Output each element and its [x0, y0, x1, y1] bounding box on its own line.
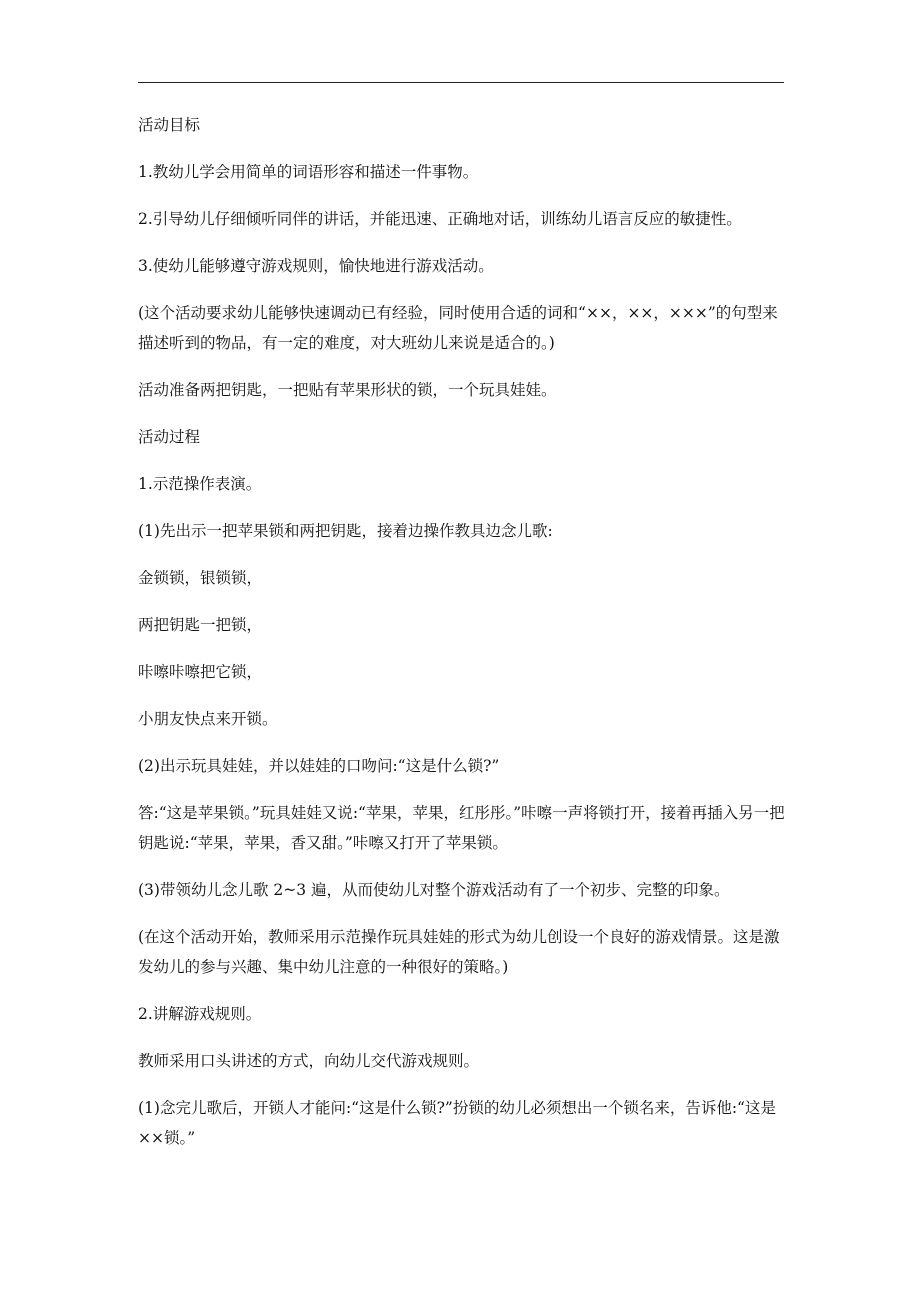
step-1-sub-2: (2)出示玩具娃娃，并以娃娃的口吻问:“这是什么锁?”: [138, 757, 500, 775]
header-rule: [138, 82, 784, 83]
rhyme-line-3: 咔嚓咔嚓把它锁，: [138, 663, 263, 681]
goal-item-2: 2.引导幼儿仔细倾听同伴的讲话，并能迅速、正确地对话，训练幼儿语言反应的敏捷性。: [138, 210, 742, 228]
goal-item-1: 1.教幼儿学会用简单的词语形容和描述一件事物。: [138, 163, 479, 181]
step-2-intro: 教师采用口头讲述的方式，向幼儿交代游戏规则。: [138, 1052, 480, 1070]
section-heading-process: 活动过程: [138, 428, 201, 446]
preparation-paragraph: 活动准备两把钥匙，一把贴有苹果形状的锁，一个玩具娃娃。: [138, 381, 557, 399]
step-2-sub-1: (1)念完儿歌后，开锁人才能问:“这是什么锁?”扮锁的幼儿必须想出一个锁名来，告诉他:“这是××锁。”: [138, 1099, 776, 1147]
rhyme-line-1: 金锁锁，银锁锁，: [138, 569, 263, 587]
goal-item-3: 3.使幼儿能够遵守游戏规则，愉快地进行游戏活动。: [138, 257, 494, 275]
step-1-sub-1: (1)先出示一把苹果锁和两把钥匙，接着边操作教具边念儿歌:: [138, 522, 553, 540]
step-1-sub-3: (3)带领幼儿念儿歌 2~3 遍，从而使幼儿对整个游戏活动有了一个初步、完整的印象。: [138, 881, 730, 899]
step-2-heading: 2.讲解游戏规则。: [138, 1005, 262, 1023]
step-1-heading: 1.示范操作表演。: [138, 475, 262, 493]
step-1-note: (在这个活动开始，教师采用示范操作玩具娃娃的形式为幼儿创设一个良好的游戏情景。这是激发幼儿的参与兴趣、集中幼儿注意的一种很好的策略。): [138, 928, 780, 976]
answer-paragraph: 答:“这是苹果锁。”玩具娃娃又说:“苹果，苹果，红彤彤。”咔嚓一声将锁打开，接着再插入另一把钥匙说:“苹果，苹果，香又甜。”咔嚓又打开了苹果锁。: [138, 804, 785, 852]
goal-note: (这个活动要求幼儿能够快速调动已有经验，同时使用合适的词和“××，××，×××”的句型来描述听到的物品，有一定的难度，对大班幼儿来说是适合的。): [138, 304, 778, 352]
rhyme-line-2: 两把钥匙一把锁，: [138, 616, 263, 634]
document-body: [138, 110, 788, 1170]
rhyme-line-4: 小朋友快点来开锁。: [138, 710, 278, 728]
section-heading-goals: 活动目标: [138, 116, 201, 134]
